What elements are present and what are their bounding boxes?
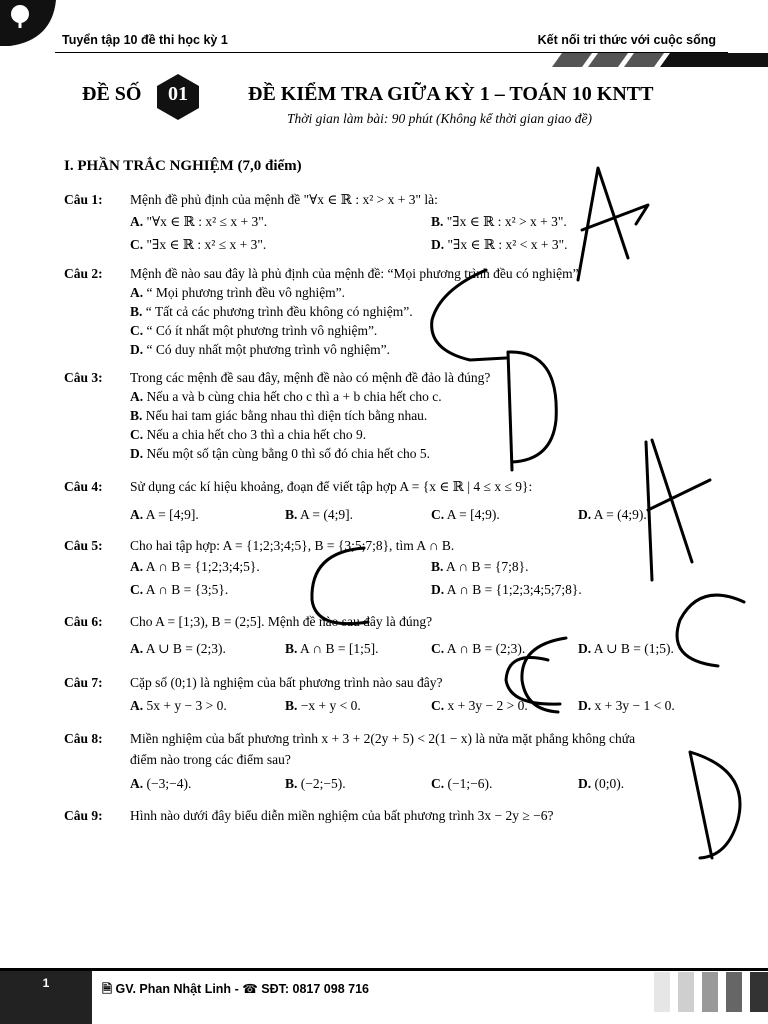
handwritten-answer-3 [508, 352, 556, 470]
header-left-text: Tuyển tập 10 đề thi học kỳ 1 [62, 33, 228, 47]
handwritten-answer-6 [677, 595, 744, 666]
question-text-line-2: điểm nào trong các điểm sau? [130, 752, 291, 767]
handwritten-answer-8 [506, 658, 560, 705]
footer-contact: 🗎 GV. Phan Nhật Linh - ☎ SĐT: 0817 098 716 [102, 982, 369, 996]
question-text: Miền nghiệm của bất phương trình x + 3 + 2(2y + 5) < 2(1 − x) là nửa mặt phẳng không chứa [130, 731, 636, 746]
option-a: A. A = [4;9]. [130, 507, 199, 522]
option-d: D. A ∪ B = (1;5). [578, 641, 674, 656]
option-d: D. A ∩ B = {1;2;3;4;5;7;8}. [431, 582, 582, 597]
question-label: Câu 7: [64, 675, 103, 690]
option-d: D. x + 3y − 1 < 0. [578, 698, 675, 713]
question-label: Câu 5: [64, 538, 103, 553]
option-b: B. A ∩ B = {7;8}. [431, 559, 529, 574]
question-label: Câu 4: [64, 479, 103, 494]
question-label: Câu 1: [64, 192, 103, 207]
option-a: A. A ∪ B = (2;3). [130, 641, 226, 656]
question-text: Cho hai tập hợp: A = {1;2;3;4;5}, B = {3;5;7;8}, tìm A ∩ B. [130, 538, 455, 553]
option-b: B. “ Tất cả các phương trình đều không có nghiệm”. [130, 304, 413, 319]
handwritten-answer-1 [578, 168, 648, 280]
header-right-text: Kết nối tri thức với cuộc sống [537, 33, 716, 47]
option-b: B. "∃x ∈ ℝ : x² > x + 3". [431, 214, 567, 229]
option-c: C. (−1;−6). [431, 776, 493, 791]
option-d: D. Nếu một số tận cùng bằng 0 thì số đó chia hết cho 5. [130, 446, 430, 461]
option-b: B. (−2;−5). [285, 776, 346, 791]
question-label: Câu 6: [64, 614, 103, 629]
question-text: Mệnh đề phủ định của mệnh đề "∀x ∈ ℝ : x² > x + 3" là: [130, 192, 438, 207]
question-label: Câu 9: [64, 808, 103, 823]
question-label: Câu 3: [64, 370, 103, 385]
option-d: D. “ Có duy nhất một phương trình vô nghiệm”. [130, 342, 391, 357]
option-a: A. Nếu a và b cùng chia hết cho c thì a + b chia hết cho c. [130, 389, 442, 404]
option-c: C. A ∩ B = {3;5}. [130, 582, 229, 597]
option-c: C. A ∩ B = (2;3). [431, 641, 526, 656]
option-b: B. Nếu hai tam giác bằng nhau thì diện tích bằng nhau. [130, 408, 428, 423]
option-b: B. −x + y < 0. [285, 698, 361, 713]
option-a: A. "∀x ∈ ℝ : x² ≤ x + 3". [130, 214, 268, 229]
page-title: ĐỀ KIỂM TRA GIỮA KỲ 1 – TOÁN 10 KNTT [248, 83, 654, 105]
handwritten-answer-9 [690, 752, 740, 858]
document-icon: 🗎 [102, 982, 113, 996]
handwritten-answer-2 [432, 270, 506, 360]
option-b: B. A = (4;9]. [285, 507, 354, 522]
handwritten-answer-4 [646, 440, 710, 580]
question-text: Hình nào dưới đây biểu diễn miền nghiệm của bất phương trình 3x − 2y ≥ −6? [130, 808, 554, 823]
de-so-label: ĐỀ SỐ [82, 83, 142, 105]
teacher-phone: SĐT: 0817 098 716 [261, 982, 369, 996]
question-text: Mệnh đề nào sau đây là phủ định của mệnh đề: “Mọi phương trình đều có nghiệm” [130, 266, 579, 281]
exam-duration: Thời gian làm bài: 90 phút (Không kể thời gian giao đề) [287, 111, 593, 126]
handwritten-answer-5 [312, 548, 368, 624]
question-text: Cặp số (0;1) là nghiệm của bất phương trình nào sau đây? [130, 675, 443, 690]
question-text: Trong các mệnh đề sau đây, mệnh đề nào có mệnh đề đảo là đúng? [130, 370, 491, 385]
question-text: Sử dụng các kí hiệu khoảng, đoạn để viết tập hợp A = {x ∈ ℝ | 4 ≤ x ≤ 9}: [130, 479, 533, 494]
option-d: D. "∃x ∈ ℝ : x² < x + 3". [431, 237, 568, 252]
option-c: C. Nếu a chia hết cho 3 thì a chia hết cho 9. [130, 427, 367, 442]
option-d: D. (0;0). [578, 776, 625, 791]
question-label: Câu 8: [64, 731, 103, 746]
option-d: D. A = (4;9). [578, 507, 647, 522]
teacher-name: GV. Phan Nhật Linh [115, 982, 232, 996]
footer-stripes [650, 972, 768, 1012]
option-a: A. “ Mọi phương trình đều vô nghiệm”. [130, 285, 346, 300]
question-text: Cho A = [1;3), B = (2;5]. Mệnh đề nào sau đây là đúng? [130, 614, 433, 629]
footer-divider [0, 968, 768, 971]
option-b: B. A ∩ B = [1;5]. [285, 641, 379, 656]
option-a: A. 5x + y − 3 > 0. [130, 698, 227, 713]
phone-icon: ☎ [242, 982, 258, 996]
option-c: C. "∃x ∈ ℝ : x² ≤ x + 3". [130, 237, 267, 252]
option-a: A. (−3;−4). [130, 776, 192, 791]
option-c: C. A = [4;9). [431, 507, 500, 522]
option-c: C. “ Có ít nhất một phương trình vô nghiệm”. [130, 323, 378, 338]
exam-number: 01 [168, 83, 188, 105]
page-number: 1 [42, 976, 50, 990]
section-heading: I. PHẦN TRẮC NGHIỆM (7,0 điểm) [64, 158, 302, 174]
option-a: A. A ∩ B = {1;2;3;4;5}. [130, 559, 260, 574]
option-c: C. x + 3y − 2 > 0. [431, 698, 528, 713]
question-label: Câu 2: [64, 266, 103, 281]
